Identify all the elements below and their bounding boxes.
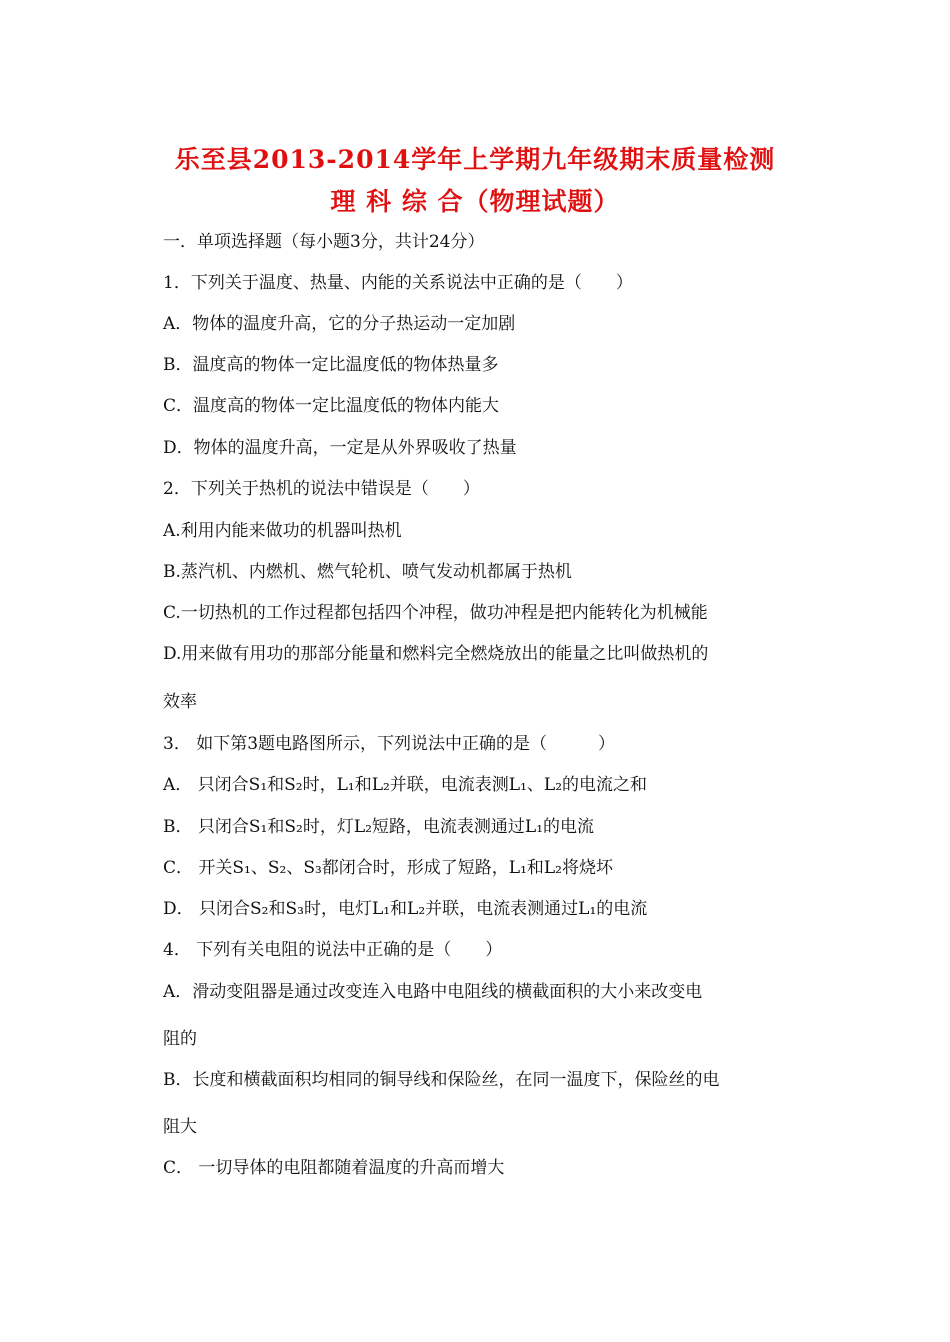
question-4-option-b-continued: 阻大	[163, 1117, 197, 1137]
question-2-option-d-continued: 效率	[163, 692, 197, 712]
question-3-option-a: A． 只闭合S₁和S₂时，L₁和L₂并联，电流表测L₁、L₂的电流之和	[163, 775, 648, 795]
question-4-option-a: A．滑动变阻器是通过改变连入电路中电阻线的横截面积的大小来改变电	[163, 982, 703, 1002]
question-1-option-a: A．物体的温度升高，它的分子热运动一定加剧	[163, 314, 516, 334]
question-1-option-c: C．温度高的物体一定比温度低的物体内能大	[163, 396, 500, 416]
page-title: 乐至县2013-2014学年上学期九年级期末质量检测	[174, 145, 776, 174]
question-1-stem: 1．下列关于温度、热量、内能的关系说法中正确的是（ ）	[163, 273, 633, 293]
question-4-option-c: C． 一切导体的电阻都随着温度的升高而增大	[163, 1158, 505, 1178]
question-2-stem: 2．下列关于热机的说法中错误是（ ）	[163, 479, 480, 499]
section-heading: 一．单项选择题（每小题3分，共计24分）	[163, 232, 485, 252]
question-2-option-a: A.利用内能来做功的机器叫热机	[163, 521, 402, 541]
question-3-option-d: D． 只闭合S₂和S₃时，电灯L₁和L₂并联，电流表测通过L₁的电流	[163, 899, 648, 919]
question-1-option-d: D．物体的温度升高，一定是从外界吸收了热量	[163, 438, 517, 458]
question-4-stem: 4． 下列有关电阻的说法中正确的是（ ）	[163, 940, 503, 960]
question-2-option-b: B.蒸汽机、内燃机、燃气轮机、喷气发动机都属于热机	[163, 562, 572, 582]
question-4-option-b: B．长度和横截面积均相同的铜导线和保险丝，在同一温度下，保险丝的电	[163, 1070, 720, 1090]
question-4-option-a-continued: 阻的	[163, 1029, 197, 1049]
question-1-option-b: B．温度高的物体一定比温度低的物体热量多	[163, 355, 499, 375]
question-3-stem: 3． 如下第3题电路图所示，下列说法中正确的是（ ）	[163, 734, 616, 754]
question-2-option-c: C.一切热机的工作过程都包括四个冲程，做功冲程是把内能转化为机械能	[163, 603, 708, 623]
question-2-option-d: D.用来做有用功的那部分能量和燃料完全燃烧放出的能量之比叫做热机的	[163, 644, 709, 664]
question-3-option-b: B． 只闭合S₁和S₂时，灯L₂短路，电流表测通过L₁的电流	[163, 817, 595, 837]
question-3-option-c: C． 开关S₁、S₂、S₃都闭合时，形成了短路，L₁和L₂将烧坏	[163, 858, 614, 878]
page-subtitle: 理 科 综 合（物理试题）	[330, 187, 620, 216]
